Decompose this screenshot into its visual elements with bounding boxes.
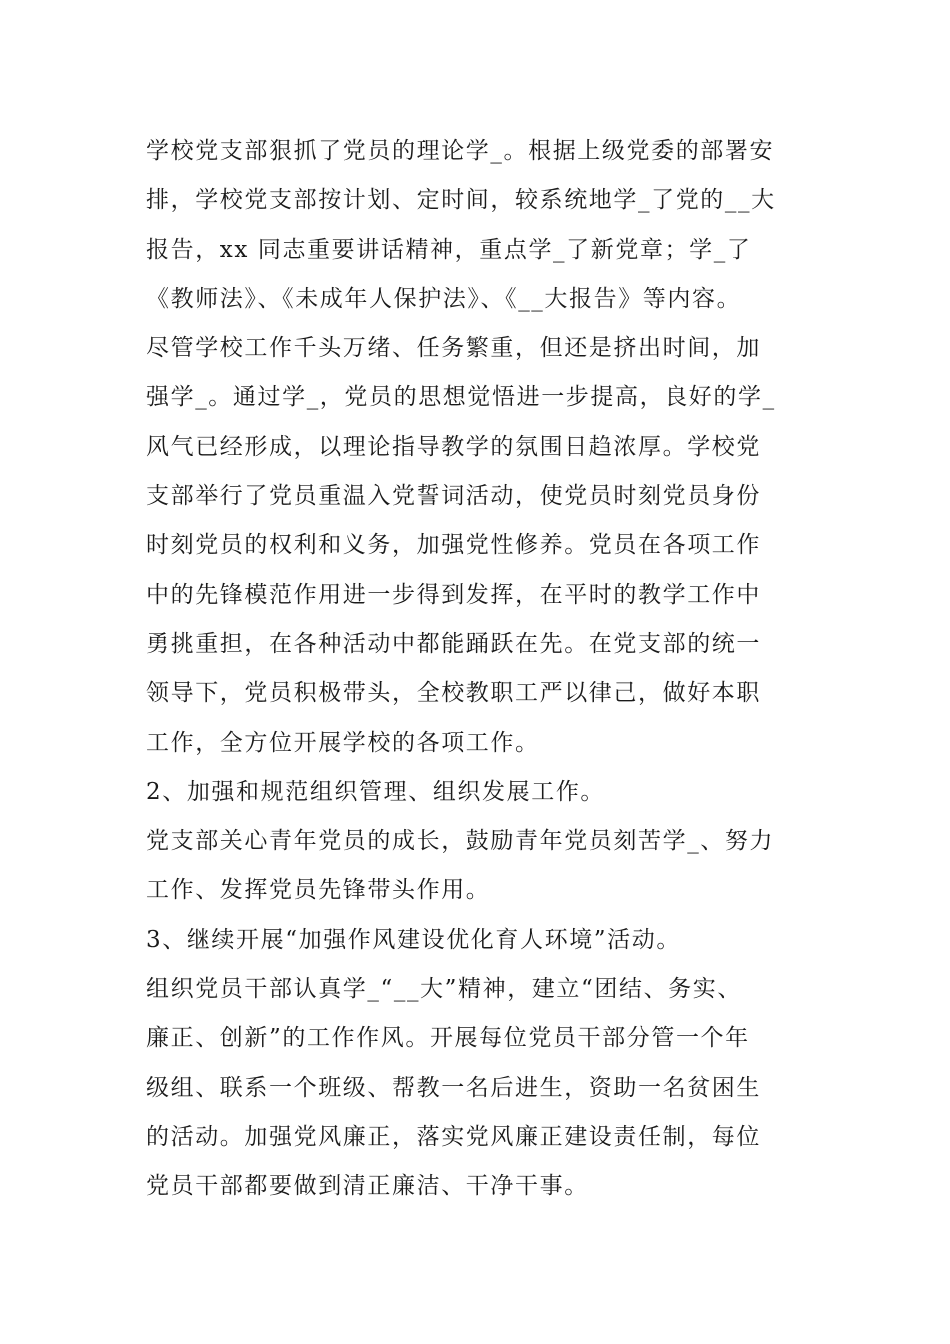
text-line: 报告，xx 同志重要讲话精神，重点学_了新党章；学_了 (146, 236, 752, 263)
text-line: 廉正、创新”的工作作风。开展每位党员干部分管一个年 (146, 1025, 750, 1052)
text-line: 中的先锋模范作用进一步得到发挥，在平时的教学工作中 (146, 581, 761, 608)
text-line: 《教师法》、《未成年人保护法》、《__大报告》等内容。 (146, 285, 742, 312)
text-line: 时刻党员的权利和义务，加强党性修养。党员在各项工作 (146, 532, 761, 559)
text-line: 工作、发挥党员先锋带头作用。 (146, 877, 491, 904)
text-line: 风气已经形成，以理论指导教学的氛围日趋浓厚。学校党 (146, 433, 761, 460)
text-line: 工作，全方位开展学校的各项工作。 (146, 729, 540, 756)
text-line: 的活动。加强党风廉正，落实党风廉正建设责任制，每位 (146, 1123, 761, 1150)
text-line: 级组、联系一个班级、帮教一名后进生，资助一名贫困生 (146, 1074, 761, 1101)
text-line: 强学_。通过学_，党员的思想觉悟进一步提高，良好的学_ (146, 384, 776, 411)
section-heading: 3、继续开展“加强作风建设优化育人环境”活动。 (146, 926, 681, 953)
text-line: 组织党员干部认真学_“__大”精神，建立“团结、务实、 (146, 976, 742, 1003)
text-line: 尽管学校工作千头万绪、任务繁重，但还是挤出时间，加 (146, 335, 761, 362)
text-line: 排，学校党支部按计划、定时间，较系统地学_了党的__大 (146, 187, 776, 214)
text-line: 勇挑重担，在各种活动中都能踊跃在先。在党支部的统一 (146, 630, 761, 657)
section-heading: 2、加强和规范组织管理、组织发展工作。 (146, 778, 606, 805)
text-line: 党员干部都要做到清正廉洁、干净干事。 (146, 1173, 589, 1200)
text-line: 党支部关心青年党员的成长，鼓励青年党员刻苦学_、努力 (146, 828, 775, 855)
text-line: 领导下，党员积极带头，全校教职工严以律己，做好本职 (146, 680, 761, 707)
document-body (146, 127, 816, 1212)
text-line: 学校党支部狠抓了党员的理论学_。根据上级党委的部署安 (146, 138, 775, 164)
text-line: 支部举行了党员重温入党誓词活动，使党员时刻党员身份 (146, 483, 761, 510)
